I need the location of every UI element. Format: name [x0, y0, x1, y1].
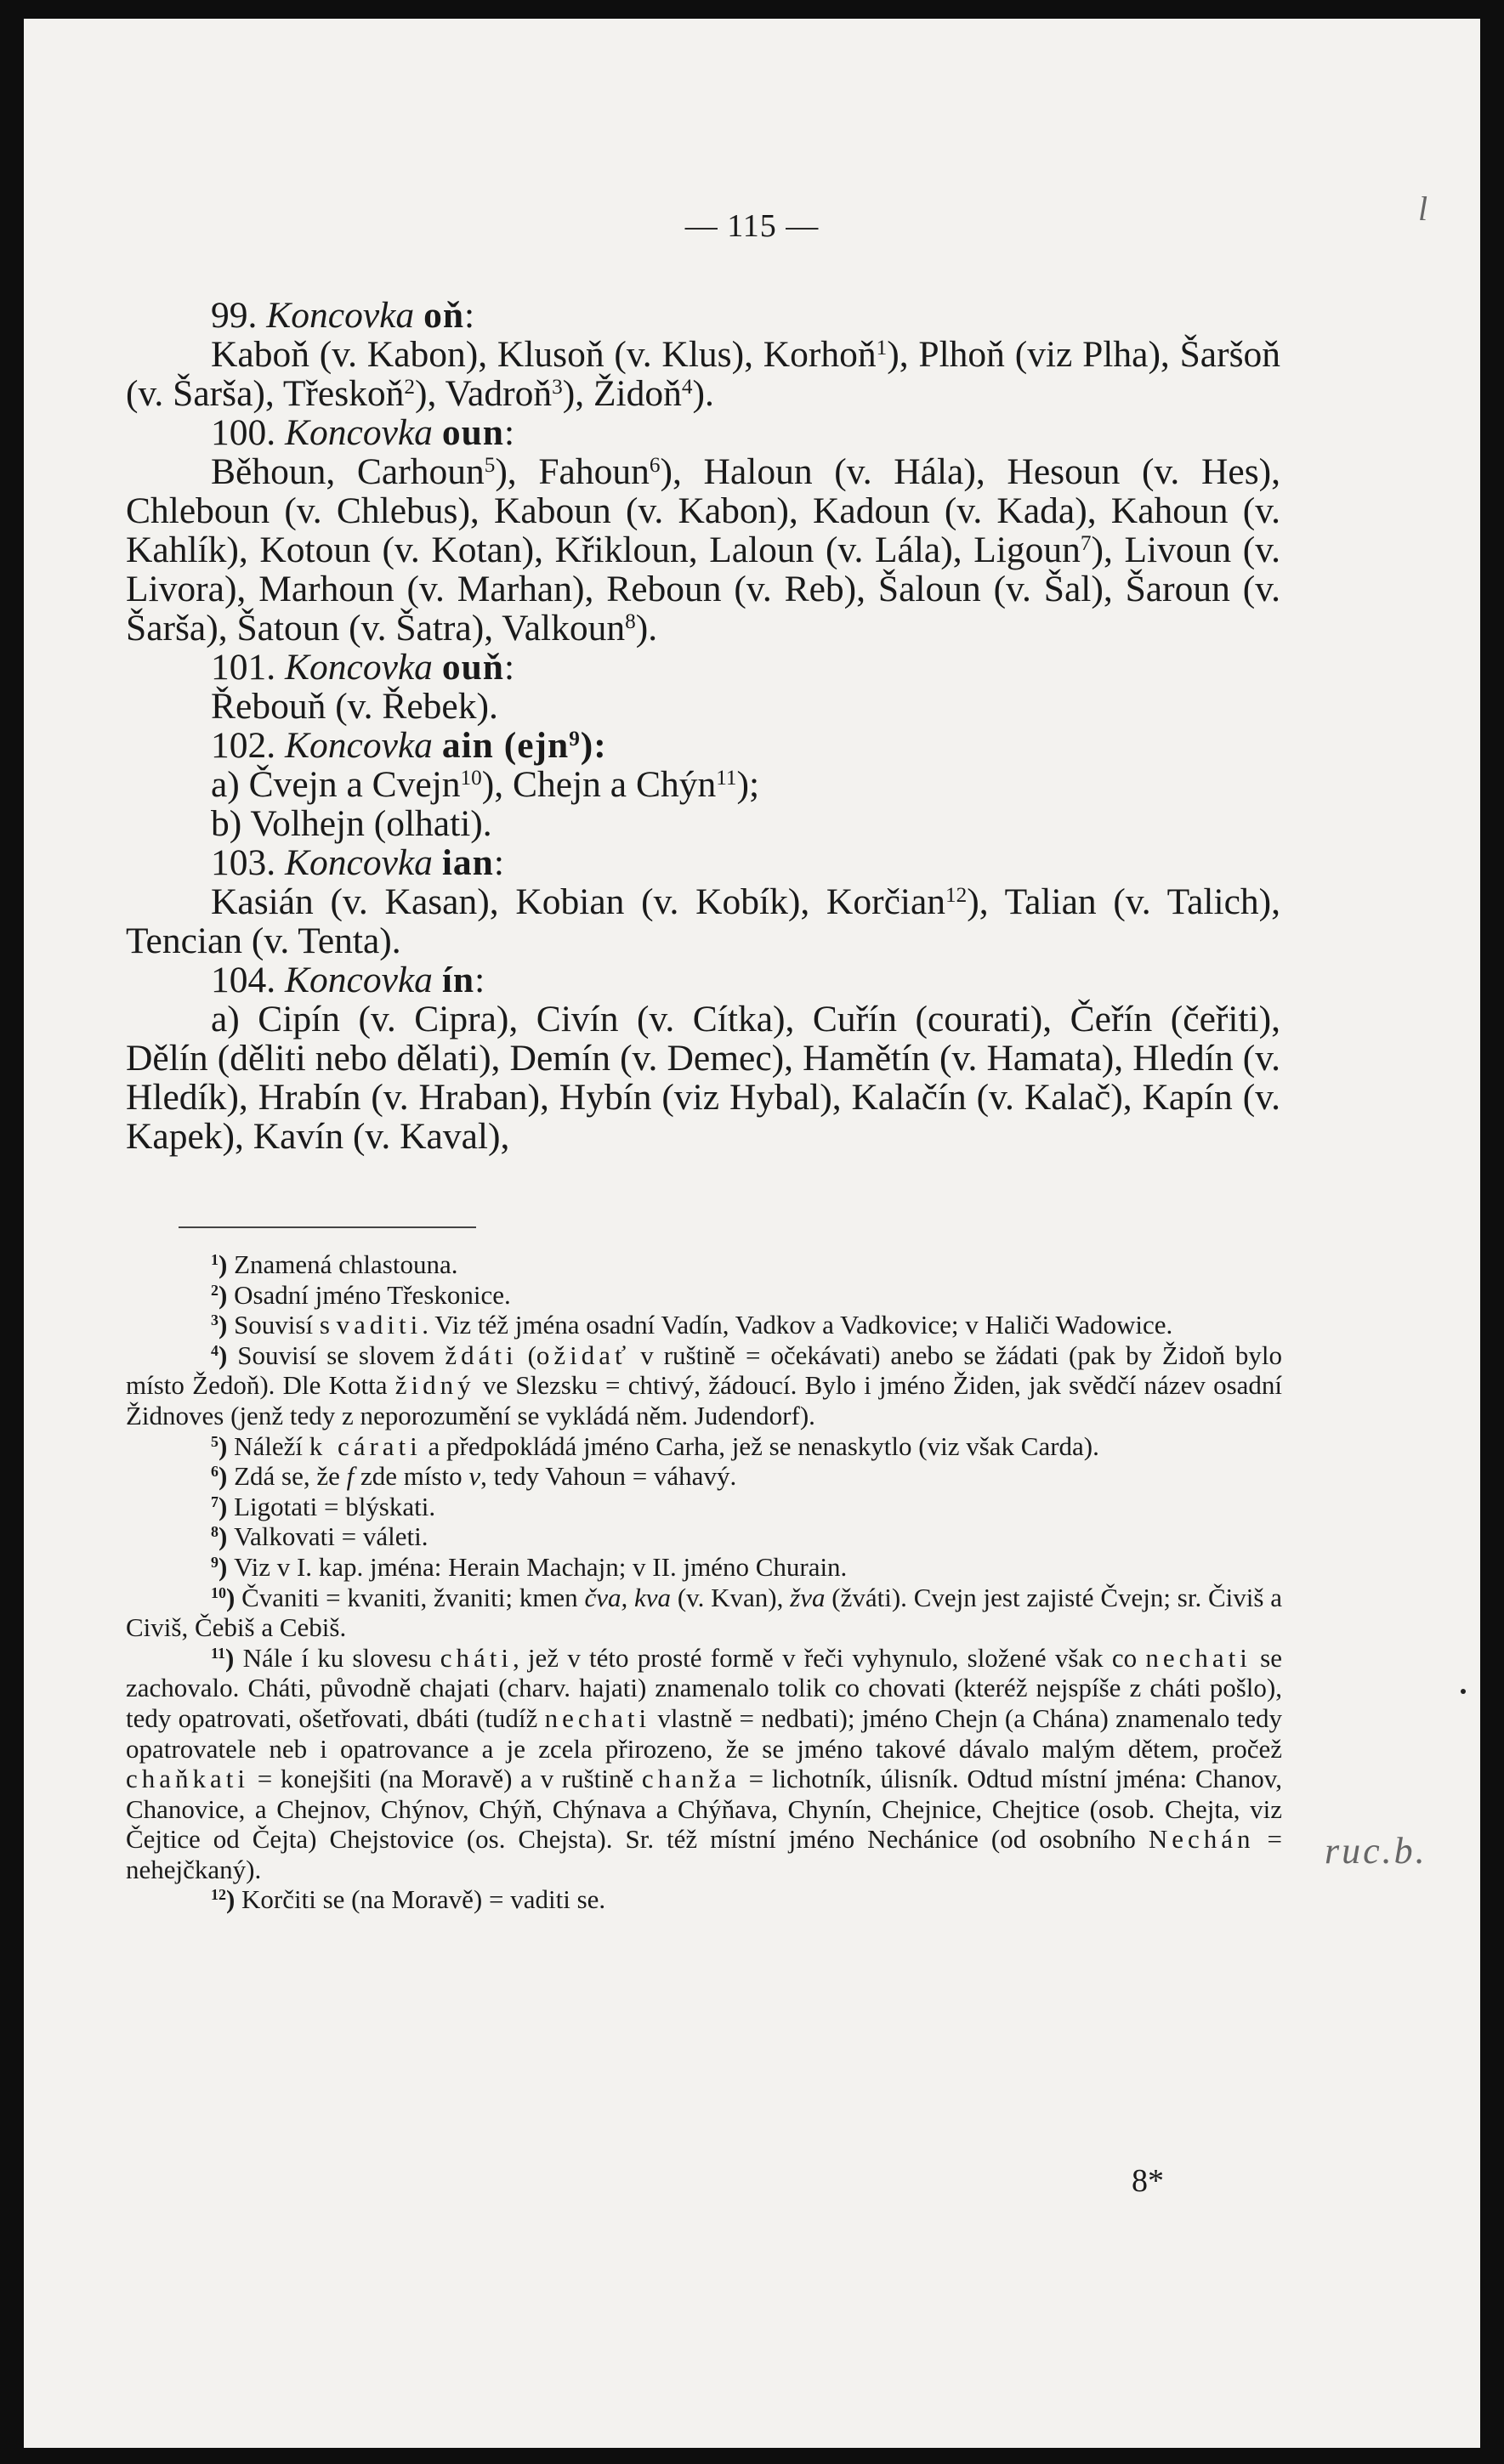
text-run: Kasián (v. Kasan), Kobian (v. Kobík), Korčian: [211, 881, 946, 922]
text-run: se zachovalo. Cháti, původně chajati (charv. hajati) znamenalo tolik co chovati (kteréž nejspíše z cháti pošlo), tedy opatrovati, ošetřovati, dbáti (tudíž: [126, 1642, 1282, 1733]
text-run: vlastně = nedbati); jméno Chejn (a Chána) znamenalo tedy opatrovatele neb i opatrovance a je zcela přirozeno, že se jméno takové dávalo malým dětem, pročež: [126, 1702, 1282, 1764]
section-paragraph: [126, 452, 1280, 648]
footnote-paren: ): [218, 1551, 235, 1582]
section-label: Koncovka: [285, 842, 442, 883]
text-run: ), Židoň: [562, 373, 682, 414]
section-number: 102.: [211, 725, 285, 766]
section-label: Koncovka: [285, 647, 442, 688]
section-label: Koncovka: [285, 960, 442, 1000]
footnote-paren: ): [218, 1491, 235, 1521]
signature-mark: 8*: [1132, 2163, 1164, 2199]
section-number: 101.: [211, 647, 285, 688]
text-run: ).: [635, 608, 658, 649]
footnote: [126, 1280, 1282, 1311]
margin-handwriting: ruc.b.: [1325, 1830, 1427, 1872]
section-paragraph: [126, 687, 1280, 726]
footnote: [126, 1249, 1282, 1280]
text-run: Korčiti se (na Moravě) = vaditi se.: [241, 1884, 606, 1915]
main-text: [126, 296, 1280, 1156]
footnote: [126, 1643, 1282, 1885]
italic-term: čva, kva: [584, 1582, 672, 1612]
section-heading: [126, 843, 1280, 882]
footnote: [126, 1492, 1282, 1522]
footnote-ref: 4: [681, 376, 693, 399]
section-paragraph: [126, 804, 1280, 843]
text-run: v ruštině = očekávati) anebo se žádati (pak by Židoň bylo místo Žedoň). Dle Kotta: [126, 1340, 1283, 1401]
section-label: Koncovka: [285, 725, 442, 766]
footnote-number: 1: [211, 1251, 219, 1269]
section-heading: [126, 960, 1280, 1000]
footnote-separator: [179, 1226, 476, 1228]
footnote: [126, 1310, 1282, 1340]
section-heading: [126, 726, 1280, 765]
italic-term: v: [468, 1461, 481, 1492]
section-number: 104.: [211, 960, 285, 1000]
spaced-term: židný: [394, 1370, 475, 1401]
footnote-ref: 8: [625, 610, 636, 634]
text-run: ), Haloun (v. Hála), Hesoun (v. Hes), Chleboun (v. Chlebus), Kaboun (v. Kabon), Kadoun (v. Kada), Kahoun (v. Kahlík), Kotoun (v. Kotan), Křikloun, Laloun (v. Lála), Ligoun: [126, 451, 1280, 570]
footnote-paren: ): [224, 1642, 243, 1673]
text-run: Zdá se, že: [234, 1461, 347, 1492]
text-run: Viz v I. kap. jména: Herain Machajn; v II. jméno Churain.: [234, 1551, 848, 1582]
text-run: Běhoun, Carhoun: [211, 451, 485, 492]
text-run: ), Plhoň (viz Plha), Šaršoň (v. Šarša), Třeskoň: [126, 334, 1280, 414]
section-colon: :: [503, 412, 515, 453]
section-heading: [126, 413, 1280, 452]
text-run: Valkovati = váleti.: [234, 1521, 428, 1552]
text-run: );: [736, 764, 760, 805]
footnote-paren: ): [218, 1279, 235, 1310]
margin-dot: [1461, 1689, 1466, 1694]
text-run: zde místo: [354, 1461, 469, 1492]
section-number: 103.: [211, 842, 285, 883]
spaced-term: cháti: [440, 1642, 513, 1673]
text-run: ), Fahoun: [495, 451, 650, 492]
section-suffix: ain (ejn: [441, 725, 570, 766]
text-run: Kaboň (v. Kabon), Klusoň (v. Klus), Korhoň: [211, 334, 877, 375]
text-run: a) Cipín (v. Cipra), Civín (v. Cítka), Cuřín (courati), Čeřín (čeřiti), Dělín (děliti nebo dělati), Demín (v. Demec), Hamětín (v. Hamata), Hledín (v. Hledík), Hrabín (v. Hraban), Hybín (viz Hybal), Kalačín (v. Kalač), Kapín (v. Kapek), Kavín (v. Kaval),: [126, 999, 1280, 1157]
section-number: 99.: [211, 295, 267, 336]
footnote-ref: 6: [649, 454, 661, 478]
footnote-paren: ): [218, 1310, 235, 1340]
italic-term: f: [346, 1461, 355, 1492]
text-run: a) Čvejn a Cvejn: [211, 764, 461, 805]
section-number: 100.: [211, 412, 285, 453]
section-suffix: ouň: [441, 647, 504, 688]
section-suffix: ín: [441, 960, 475, 1000]
footnote-ref: 5: [484, 454, 496, 478]
footnote-ref: 1: [876, 337, 888, 360]
footnote-paren: ): [218, 1461, 235, 1492]
section-suffix: oň: [423, 295, 465, 336]
section-heading: [126, 296, 1280, 335]
footnote-number: 7: [211, 1493, 219, 1510]
text-run: (: [517, 1340, 536, 1370]
text-run: a předpokládá jméno Carha, jež se nenaskytlo (viz však Carda).: [421, 1430, 1099, 1461]
section-paragraph: [126, 882, 1280, 960]
text-run: ).: [692, 373, 714, 414]
spaced-term: nechati: [544, 1702, 651, 1733]
footnote-ref: 9: [569, 728, 581, 751]
footnote-number: 8: [211, 1523, 219, 1541]
footnote-ref: 12: [945, 884, 968, 908]
text-run: b) Volhejn (olhati).: [211, 803, 492, 844]
text-run: . Viz též jména osadní Vadín, Vadkov a Vadkovice; v Haliči Wadowice.: [422, 1310, 1173, 1340]
section-colon: :: [493, 842, 504, 883]
footnote-number: 10: [211, 1583, 226, 1601]
text-run: , tedy Vahoun = váhavý.: [480, 1461, 737, 1492]
footnote-paren: ): [225, 1582, 242, 1612]
section-label: Koncovka: [285, 412, 442, 453]
spaced-term: chanža: [641, 1764, 741, 1794]
italic-term: žva: [790, 1582, 826, 1612]
footnote-ref: 10: [460, 767, 482, 790]
text-run: (žváti). Cvejn jest zajisté Čvejn; sr. Čiviš a Civiš, Čebiš a Cebiš.: [126, 1582, 1283, 1643]
footnote-paren: ): [218, 1430, 235, 1461]
footnote-ref: 7: [1080, 532, 1092, 556]
footnote-number: 9: [211, 1554, 219, 1572]
footnote-ref: 11: [716, 767, 737, 790]
text-run: , jež v této prosté formě v řeči vyhynulo, složené však co: [512, 1642, 1146, 1673]
spaced-term: chaňkati: [126, 1764, 250, 1794]
text-run: ve Slezsku = chtivý, žádoucí. Bylo i jméno Židen, jak svědčí název osadní Židnoves (jenž tedy z neporozumění se vykládá něm. Judendorf).: [126, 1370, 1283, 1430]
footnote: [126, 1461, 1282, 1492]
page-number: — 115 —: [684, 208, 820, 244]
section-colon: :: [464, 295, 475, 336]
section-colon: :: [474, 960, 485, 1000]
text-run: = konejšiti (na Moravě) a v ruštině: [249, 1764, 642, 1794]
spaced-term: Nechán: [1148, 1824, 1255, 1855]
footnote: [126, 1340, 1282, 1431]
text-run: Osadní jméno Třeskonice.: [234, 1279, 511, 1310]
footnote-paren: ): [218, 1340, 238, 1370]
section-suffix-end: ):: [580, 725, 607, 766]
footnote-paren: ): [225, 1884, 242, 1915]
section-label: Koncovka: [266, 295, 424, 336]
spaced-term: ožidať: [536, 1340, 631, 1370]
footnote-number: 11: [211, 1644, 225, 1662]
section-colon: :: [503, 647, 515, 688]
section-paragraph: [126, 335, 1280, 413]
text-run: ), Vadroň: [415, 373, 553, 414]
scanned-page: [24, 19, 1480, 2448]
section-heading: [126, 648, 1280, 687]
text-run: Ligotati = blýskati.: [234, 1491, 436, 1521]
text-run: Řebouň (v. Řebek).: [211, 686, 498, 727]
text-run: (v. Kvan),: [671, 1582, 791, 1612]
footnotes: [126, 1249, 1282, 1915]
corner-pencil-mark: l: [1418, 190, 1428, 228]
section-suffix: ian: [441, 842, 494, 883]
text-run: ), Talian (v. Talich), Tencian (v. Tenta).: [126, 881, 1281, 961]
text-run: = nehejčkaný).: [126, 1824, 1282, 1884]
spaced-term: ždáti: [445, 1340, 518, 1370]
footnote: [126, 1884, 1282, 1915]
footnote: [126, 1583, 1282, 1643]
footnote: [126, 1521, 1282, 1552]
text-run: Souvisí se slovem: [237, 1340, 446, 1370]
section-paragraph: [126, 1000, 1280, 1156]
spaced-term: nechati: [1145, 1642, 1251, 1673]
footnote-paren: ): [218, 1249, 235, 1279]
text-run: Souvisí s: [234, 1310, 337, 1340]
footnote-number: 5: [211, 1432, 219, 1450]
text-run: Náleží: [234, 1430, 309, 1461]
text-run: ), Livoun (v. Livora), Marhoun (v. Marhan), Reboun (v. Reb), Šaloun (v. Šal), Šaroun (v. Šarša), Šatoun (v. Šatra), Valkoun: [126, 530, 1280, 649]
section-suffix: oun: [441, 412, 504, 453]
text-run: Znamená chlastouna.: [234, 1249, 458, 1279]
section-paragraph: [126, 765, 1280, 804]
text-run: ), Chejn a Chýn: [481, 764, 717, 805]
spaced-term: vaditi: [336, 1310, 423, 1340]
text-run: = lichotník, úlisník. Odtud místní jména: Chanov, Chanovice, a Chejnov, Chýnov, Chýň, Chýnava a Chýňava, Chynín, Chejnice, Chejtice (osob. Chejta, viz Čejtice od Čejta) Chejstovice (os. Chejsta). Sr. též místní jméno Nechánice (od osobního: [126, 1764, 1283, 1855]
footnote-number: 3: [211, 1311, 219, 1329]
footnote-number: 6: [211, 1463, 219, 1481]
footnote-paren: ): [218, 1521, 235, 1552]
footnote-number: 2: [211, 1281, 219, 1299]
footnote: [126, 1431, 1282, 1462]
footnote-number: 4: [211, 1341, 219, 1359]
text-run: Nále í ku slovesu: [242, 1642, 440, 1673]
footnote: [126, 1552, 1282, 1583]
footnote-ref: 2: [404, 376, 415, 399]
spaced-term: k cárati: [309, 1430, 422, 1461]
footnote-ref: 3: [552, 376, 563, 399]
footnote-number: 12: [211, 1886, 226, 1904]
text-run: Čvaniti = kvaniti, žvaniti; kmen: [241, 1582, 585, 1612]
